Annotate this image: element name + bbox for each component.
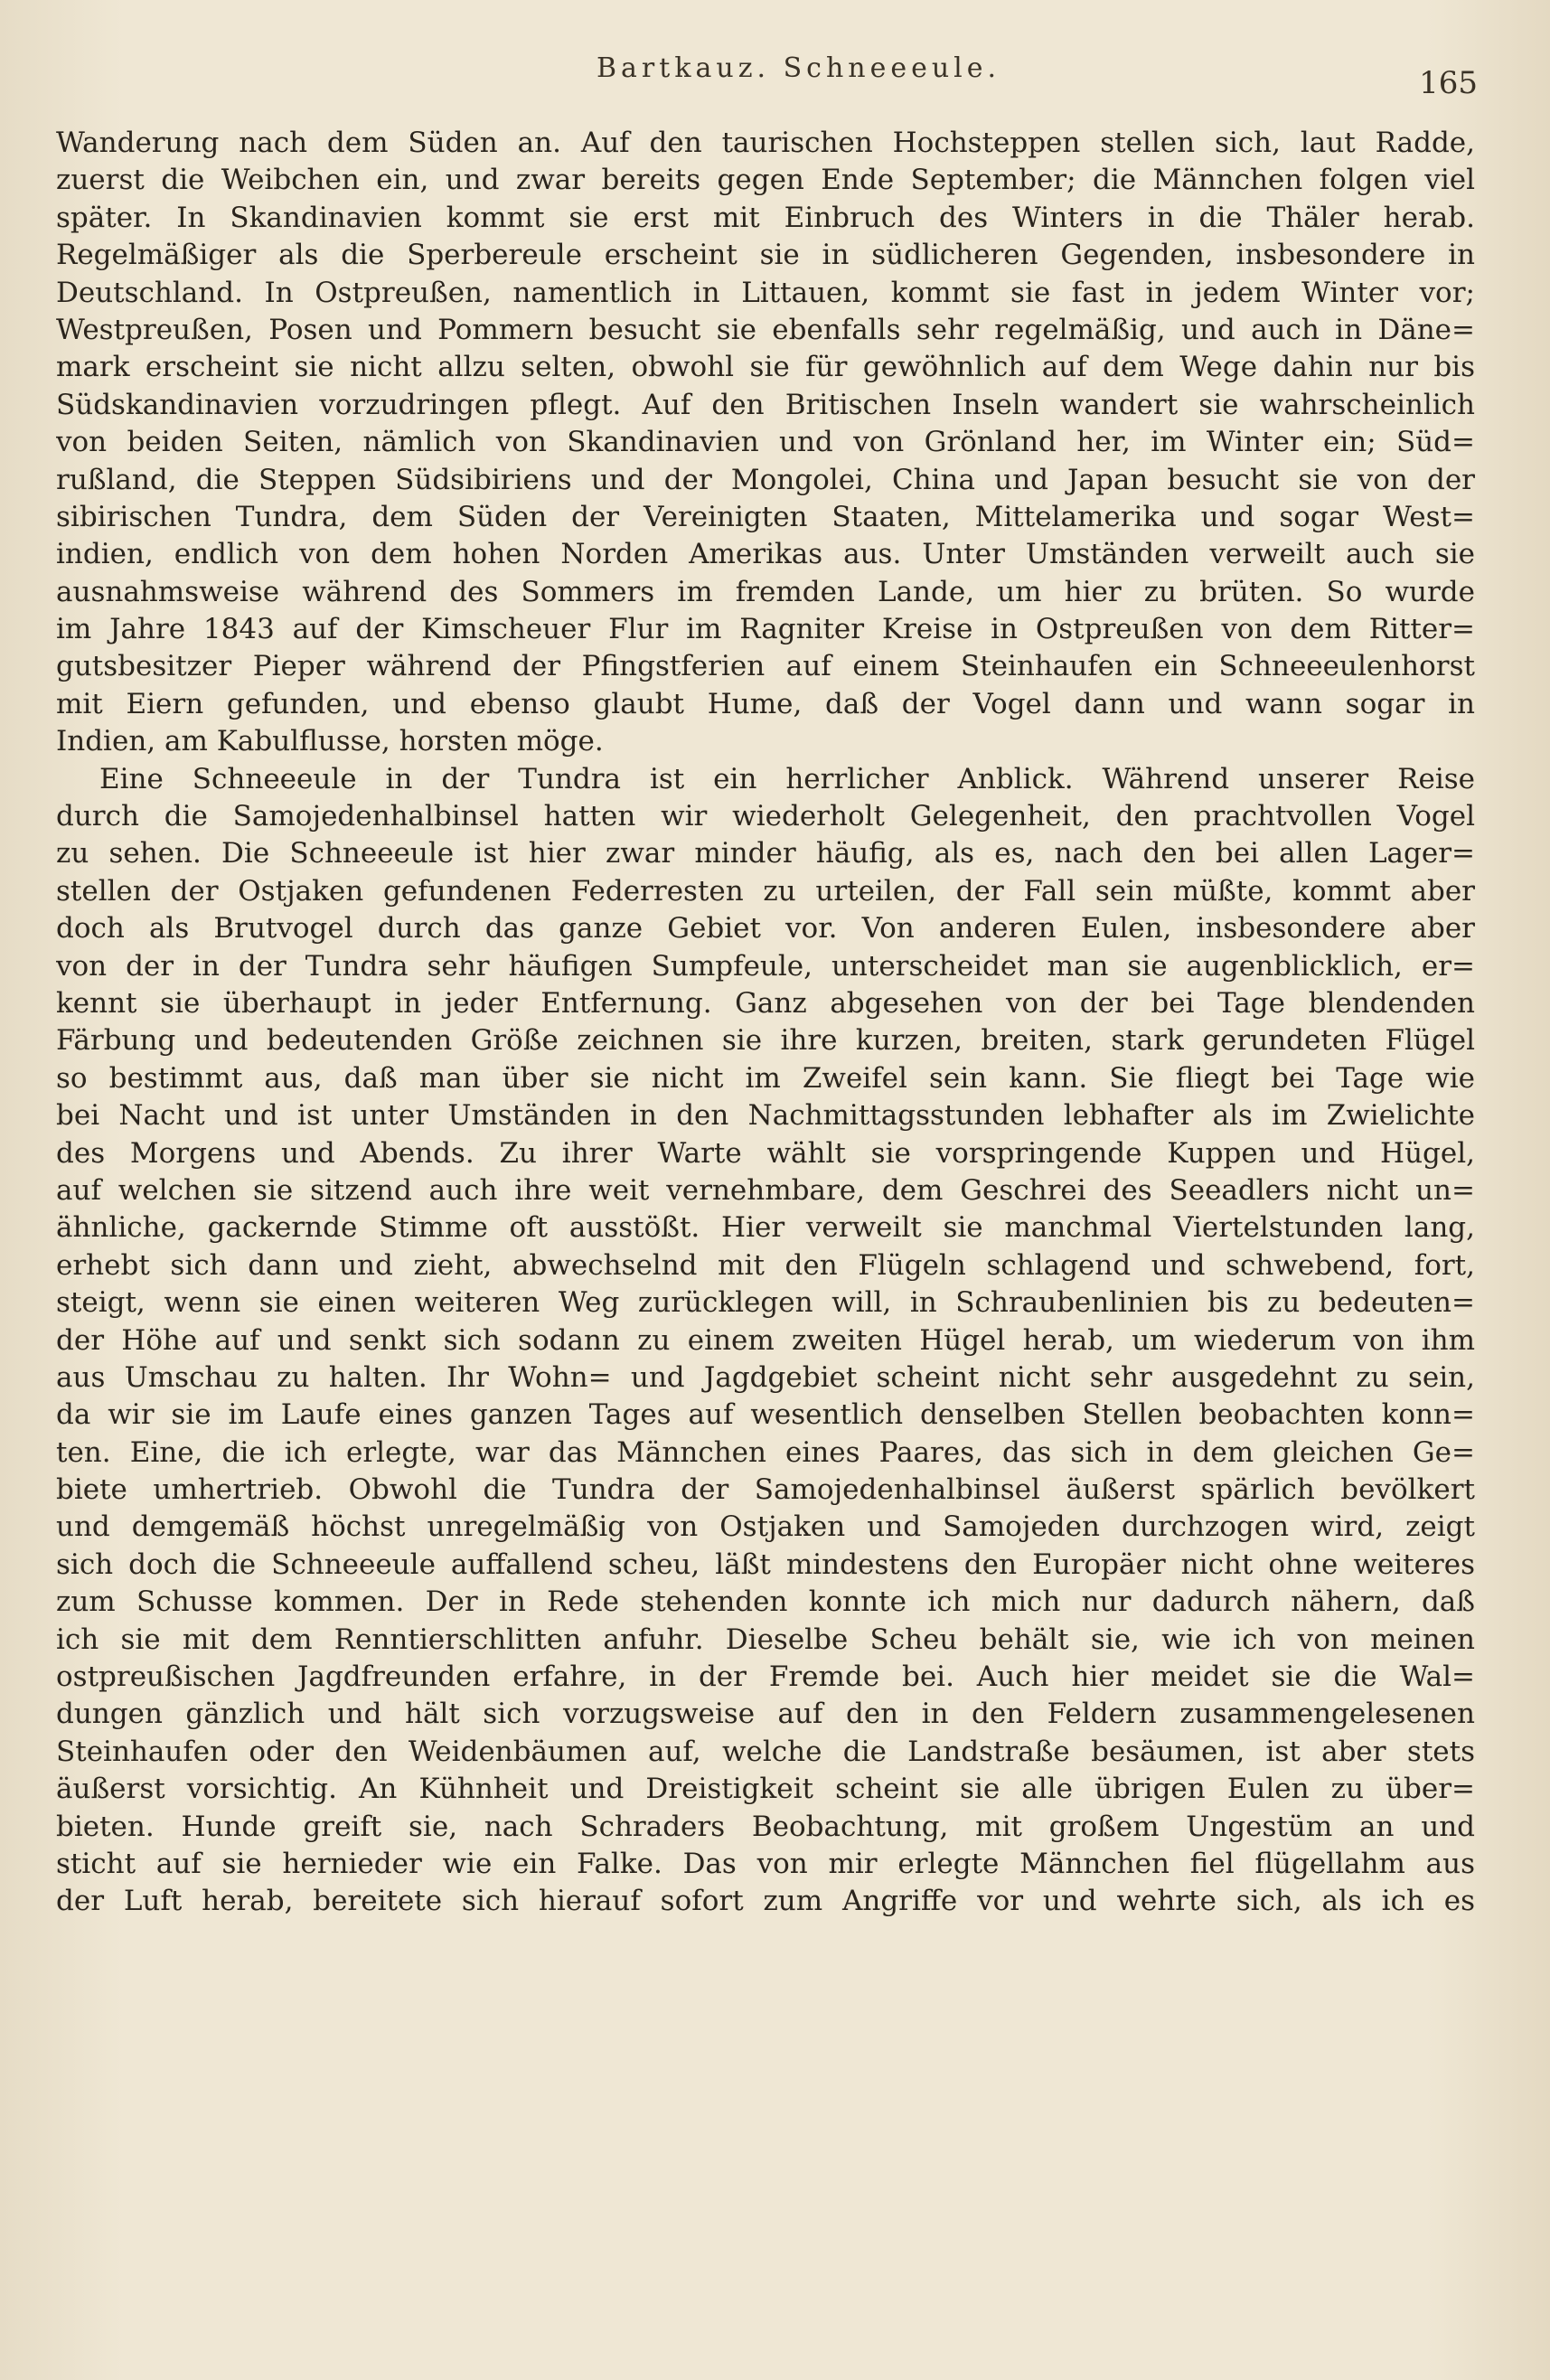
text-line: von beiden Seiten, nämlich von Skandinavien und von Grönland her, im Winter ein; Süd= [56,426,1475,459]
paragraph-2 [56,761,1475,1921]
text-line: Regelmäßiger als die Sperbereule erscheint sie in südlicheren Gegenden, insbesondere in [56,239,1475,272]
text-line: bei Nacht und ist unter Umständen in den Nachmittagsstunden lebhafter als im Zwielichte [56,1099,1475,1133]
text-line: doch als Brutvogel durch das ganze Gebiet vor. Von anderen Eulen, insbesondere aber [56,912,1475,945]
text-line: zuerst die Weibchen ein, und zwar bereits gegen Ende September; die Männchen folgen viel [56,164,1475,197]
text-line: mit Eiern gefunden, und ebenso glaubt Hume, daß der Vogel dann und wann sogar in [56,687,1475,720]
text-line: zu sehen. Die Schneeeule ist hier zwar minder häufig, als es, nach den bei allen Lager= [56,837,1475,870]
text-line: bieten. Hunde greift sie, nach Schraders Beobachtung, mit großem Ungestüm an und [56,1810,1475,1843]
text-line: der Höhe auf und senkt sich sodann zu einem zweiten Hügel herab, um wiederum von ihm [56,1323,1475,1357]
text-line: auf welchen sie sitzend auch ihre weit vernehmbare, dem Geschrei des Seeadlers nicht un= [56,1173,1475,1207]
text-line: ich sie mit dem Renntierschlitten anfuhr. Dieselbe Scheu behält sie, wie ich von meinen [56,1623,1475,1656]
text-line: rußland, die Steppen Südsibiriens und der Mongolei, China und Japan besucht sie von der [56,463,1475,496]
text-line: und demgemäß höchst unregelmäßig von Ostjaken und Samojeden durchzogen wird, zeigt [56,1510,1475,1544]
text-line: ausnahmsweise während des Sommers im fremden Lande, um hier zu brüten. So wurde [56,575,1475,608]
text-line: Westpreußen, Posen und Pommern besucht sie ebenfalls sehr regelmäßig, und auch in Däne= [56,313,1475,346]
text-line: mark erscheint sie nicht allzu selten, obwohl sie für gewöhnlich auf dem Wege dahin nur bis [56,351,1475,384]
text-line: des Morgens und Abends. Zu ihrer Warte wählt sie vorspringende Kuppen und Hügel, [56,1136,1475,1170]
text-line: äußerst vorsichtig. An Kühnheit und Dreistigkeit scheint sie alle übrigen Eulen zu über= [56,1773,1475,1806]
text-line: kennt sie überhaupt in jeder Entfernung. Ganz abgesehen von der bei Tage blendenden [56,986,1475,1020]
text-line: Eine Schneeeule in der Tundra ist ein herrlicher Anblick. Während unserer Reise [99,762,1475,795]
text-line: biete umhertrieb. Obwohl die Tundra der Samojedenhalbinsel äußerst spärlich bevölkert [56,1473,1475,1507]
text-line: steigt, wenn sie einen weiteren Weg zurücklegen will, in Schraubenlinien bis zu bedeuten= [56,1286,1475,1320]
text-line: erhebt sich dann und zieht, abwechselnd mit den Flügeln schlagend und schwebend, fort, [56,1248,1475,1282]
text-line: indien, endlich von dem hohen Norden Amerikas aus. Unter Umständen verweilt auch sie [56,538,1475,571]
text-line: stellen der Ostjaken gefundenen Federresten zu urteilen, der Fall sein müßte, kommt aber [56,874,1475,908]
text-line: später. In Skandinavien kommt sie erst mit Einbruch des Winters in die Thäler herab. [56,201,1475,234]
text-line: ähnliche, gackernde Stimme oft ausstößt. Hier verweilt sie manchmal Viertelstunden lang, [56,1211,1475,1245]
text-line: aus Umschau zu halten. Ihr Wohn= und Jagdgebiet scheint nicht sehr ausgedehnt zu sein, [56,1360,1475,1394]
text-line: dungen gänzlich und hält sich vorzugsweise auf den in den Feldern zusammengelesenen [56,1698,1475,1731]
text-line: durch die Samojedenhalbinsel hatten wir wiederholt Gelegenheit, den prachtvollen Vogel [56,800,1475,833]
text-line: Deutschland. In Ostpreußen, namentlich in Littauen, kommt sie fast in jedem Winter vor; [56,276,1475,309]
text-line: von der in der Tundra sehr häufigen Sumpfeule, unterscheidet man sie augenblicklich, er= [56,949,1475,983]
text-line: Steinhaufen oder den Weidenbäumen auf, welche die Landstraße besäumen, ist aber stets [56,1735,1475,1768]
text-line: Südskandinavien vorzudringen pflegt. Auf den Britischen Inseln wandert sie wahrscheinlich [56,388,1475,421]
body-text [56,125,1475,1921]
page-number: 165 [1419,65,1478,101]
text-line: zum Schusse kommen. Der in Rede stehenden konnte ich mich nur dadurch nähern, daß [56,1585,1475,1619]
text-line: gutsbesitzer Pieper während der Pfingstferien auf einem Steinhaufen ein Schneeeulenhorst [56,650,1475,683]
text-line: da wir sie im Laufe eines ganzen Tages auf wesentlich denselben Stellen beobachten konn= [56,1398,1475,1432]
text-line: im Jahre 1843 auf der Kimscheuer Flur im Ragniter Kreise in Ostpreußen von dem Ritter= [56,613,1475,646]
running-head: Bartkauz. Schneeeule. [597,52,1001,84]
text-line: sibirischen Tundra, dem Süden der Vereinigten Staaten, Mittelamerika und sogar West= [56,500,1475,533]
text-line: so bestimmt aus, daß man über sie nicht im Zweifel sein kann. Sie fliegt bei Tage wie [56,1061,1475,1095]
text-line: ostpreußischen Jagdfreunden erfahre, in der Fremde bei. Auch hier meidet sie die Wal= [56,1660,1475,1694]
text-line: Färbung und bedeutenden Größe zeichnen sie ihre kurzen, breiten, stark gerundeten Flügel [56,1024,1475,1058]
text-line: der Luft herab, bereitete sich hierauf sofort zum Angriffe vor und wehrte sich, als ich es [56,1885,1475,1918]
text-line: Wanderung nach dem Süden an. Auf den taurischen Hochsteppen stellen sich, laut Radde, [56,127,1475,159]
paragraph-1 [56,125,1475,761]
text-line: sich doch die Schneeeule auffallend scheu, läßt mindestens den Europäer nicht ohne weiteres [56,1547,1475,1581]
text-line: Indien, am Kabulflusse, horsten möge. [56,725,604,758]
text-line: ten. Eine, die ich erlegte, war das Männchen eines Paares, das sich in dem gleichen Ge= [56,1435,1475,1469]
text-line: sticht auf sie hernieder wie ein Falke. Das von mir erlegte Männchen fiel flügellahm aus [56,1847,1475,1880]
